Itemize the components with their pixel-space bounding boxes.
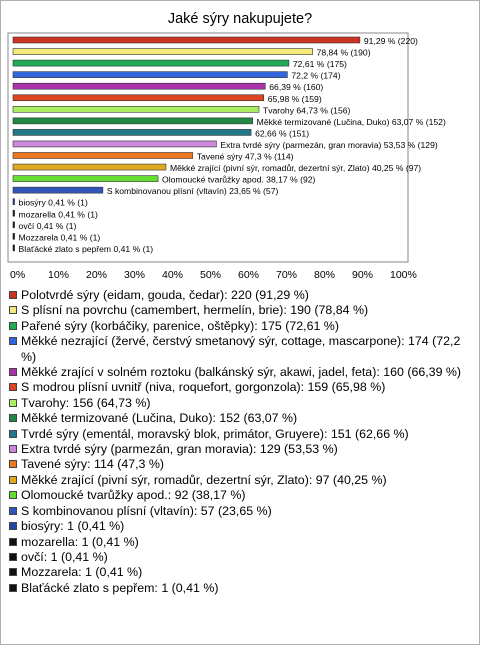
legend-item [8, 457, 470, 472]
legend [8, 288, 470, 596]
legend-swatch [9, 430, 17, 438]
bar-label-13: S kombinovanou plísní (vltavín) 23,65 % (57) [106, 186, 279, 197]
bar-label-15: mozarella 0,41 % (1) [18, 209, 98, 220]
legend-label: S modrou plísní uvnitř (niva, roquefort, gorgonzola): 159 (65,98 %) [21, 380, 386, 395]
legend-swatch [9, 399, 17, 407]
bar-17 [13, 233, 15, 239]
bar-1 [13, 49, 313, 55]
legend-swatch [9, 368, 17, 376]
legend-swatch [9, 507, 17, 515]
legend-item [8, 535, 470, 550]
bar-label-17: Mozzarela 0,41 % (1) [18, 232, 101, 243]
bar-12 [13, 176, 158, 182]
bar-label-9: Extra tvrdé sýry (parmezán, gran moravia) 53,53 % (129) [220, 139, 438, 150]
legend-swatch [9, 553, 17, 561]
bar-7 [13, 118, 253, 124]
legend-item [8, 442, 470, 457]
legend-swatch [9, 337, 17, 345]
x-tick-label-1: 10% [48, 269, 70, 281]
legend-item [8, 488, 470, 503]
legend-label: Měkké zrající v solném roztoku (balkánský sýr, akawi, jadel, feta): 160 (66,39 %) [21, 365, 462, 380]
legend-swatch [9, 584, 17, 592]
legend-label: Mozzarela: 1 (0,41 %) [21, 565, 143, 580]
bar-label-16: ovčí 0,41 % (1) [18, 220, 77, 231]
x-tick-label-7: 70% [276, 269, 298, 281]
legend-label: mozarella: 1 (0,41 %) [21, 534, 139, 549]
x-tick-label-3: 30% [124, 269, 146, 281]
legend-item [8, 519, 470, 534]
legend-item [8, 550, 470, 565]
x-tick-label-10: 100% [390, 269, 417, 281]
legend-swatch [9, 538, 17, 546]
bar-14 [13, 199, 15, 205]
legend-swatch [9, 291, 17, 299]
legend-label: Tvarohy: 156 (64,73 %) [21, 395, 151, 410]
legend-item [8, 427, 470, 442]
legend-item [8, 303, 470, 318]
legend-item [8, 504, 470, 519]
x-axis-ticks [10, 269, 417, 281]
bar-chart [0, 0, 480, 290]
legend-item [8, 334, 470, 365]
legend-item [8, 319, 470, 334]
x-tick-label-9: 90% [352, 269, 374, 281]
bar-9 [13, 141, 216, 147]
legend-item [8, 411, 470, 426]
legend-item [8, 380, 470, 395]
legend-item [8, 396, 470, 411]
bar-label-2: 72,61 % (175) [292, 59, 347, 70]
legend-label: Tavené sýry: 114 (47,3 %) [21, 457, 165, 472]
bar-label-3: 72,2 % (174) [291, 70, 341, 81]
legend-label: Olomoucké tvarůžky apod.: 92 (38,17 %) [21, 488, 246, 503]
legend-swatch [9, 568, 17, 576]
legend-label: Měkké zrající (pivní sýr, romadůr, dezertní sýr, Zlato): 97 (40,25 %) [21, 472, 387, 487]
bar-label-10: Tavené sýry 47,3 % (114) [196, 151, 294, 162]
bar-6 [13, 106, 259, 112]
legend-label: biosýry: 1 (0,41 %) [21, 519, 125, 534]
bar-13 [13, 187, 103, 193]
bar-label-14: biosýry 0,41 % (1) [18, 197, 88, 208]
legend-label: ovčí: 1 (0,41 %) [21, 549, 108, 564]
bar-label-11: Měkké zrající (pivní sýr, romadůr, dezertní sýr, Zlato) 40,25 % (97) [169, 163, 422, 174]
bar-0 [13, 37, 360, 43]
bar-label-6: Tvarohy 64,73 % (156) [262, 105, 351, 116]
bar-8 [13, 129, 251, 135]
legend-swatch [9, 322, 17, 330]
bar-label-0: 91,29 % (220) [363, 36, 418, 46]
legend-label: Extra tvrdé sýry (parmezán, gran moravia): 129 (53,53 %) [21, 442, 338, 457]
bar-11 [13, 164, 166, 170]
legend-item [8, 581, 470, 596]
legend-swatch [9, 522, 17, 530]
bar-label-18: Blaťácké zlato s pepřem 0,41 % (1) [18, 243, 154, 254]
legend-label: Měkké termizované (Lučina, Duko): 152 (63,07 %) [21, 411, 298, 426]
bar-4 [13, 83, 265, 89]
legend-swatch [9, 460, 17, 468]
bar-label-8: 62,66 % (151) [255, 128, 310, 139]
x-tick-label-5: 50% [200, 269, 222, 281]
legend-item [8, 288, 470, 303]
x-tick-label-0: 0% [10, 269, 26, 281]
legend-label: Blaťácké zlato s pepřem: 1 (0,41 %) [21, 580, 219, 595]
legend-item [8, 473, 470, 488]
x-tick-label-4: 40% [162, 269, 184, 281]
legend-item [8, 565, 470, 580]
legend-label: Pařené sýry (korbáčiky, parenice, oštěpky): 175 (72,61 %) [21, 318, 339, 333]
chart-title: Jaké sýry nakupujete? [167, 11, 313, 27]
bar-label-4: 66,39 % (160) [269, 82, 324, 93]
bar-15 [13, 210, 15, 216]
bar-10 [13, 153, 193, 159]
legend-swatch [9, 306, 17, 314]
bar-16 [13, 222, 15, 228]
legend-swatch [9, 491, 17, 499]
bar-5 [13, 95, 264, 101]
legend-swatch [9, 445, 17, 453]
bar-label-7: Měkké termizované (Lučina, Duko) 63,07 % (152) [256, 116, 446, 127]
legend-label: Měkké nezrající (žervé, čerstvý smetanový sýr, cottage, mascarpone): 174 (72,2 %) [21, 334, 461, 364]
bar-2 [13, 60, 289, 66]
bar-label-5: 65,98 % (159) [267, 93, 322, 104]
legend-label: Tvrdé sýry (ementál, moravský blok, primátor, Gruyere): 151 (62,66 %) [21, 426, 409, 441]
legend-label: S kombinovanou plísní (vltavín): 57 (23,65 %) [21, 503, 272, 518]
legend-item [8, 365, 470, 380]
bar-label-1: 78,84 % (190) [316, 47, 371, 58]
legend-swatch [9, 476, 17, 484]
x-tick-label-8: 80% [314, 269, 336, 281]
bar-label-12: Olomoucké tvarůžky apod. 38,17 % (92) [162, 174, 316, 185]
bar-3 [13, 72, 287, 78]
legend-label: Polotvrdé sýry (eidam, gouda, čedar): 220 (91,29 %) [21, 288, 309, 302]
legend-swatch [9, 414, 17, 422]
x-tick-label-2: 20% [86, 269, 108, 281]
x-tick-label-6: 60% [238, 269, 260, 281]
legend-label: S plísní na povrchu (camembert, hermelín, brie): 190 (78,84 %) [21, 303, 369, 318]
legend-swatch [9, 383, 17, 391]
bar-18 [13, 245, 15, 251]
